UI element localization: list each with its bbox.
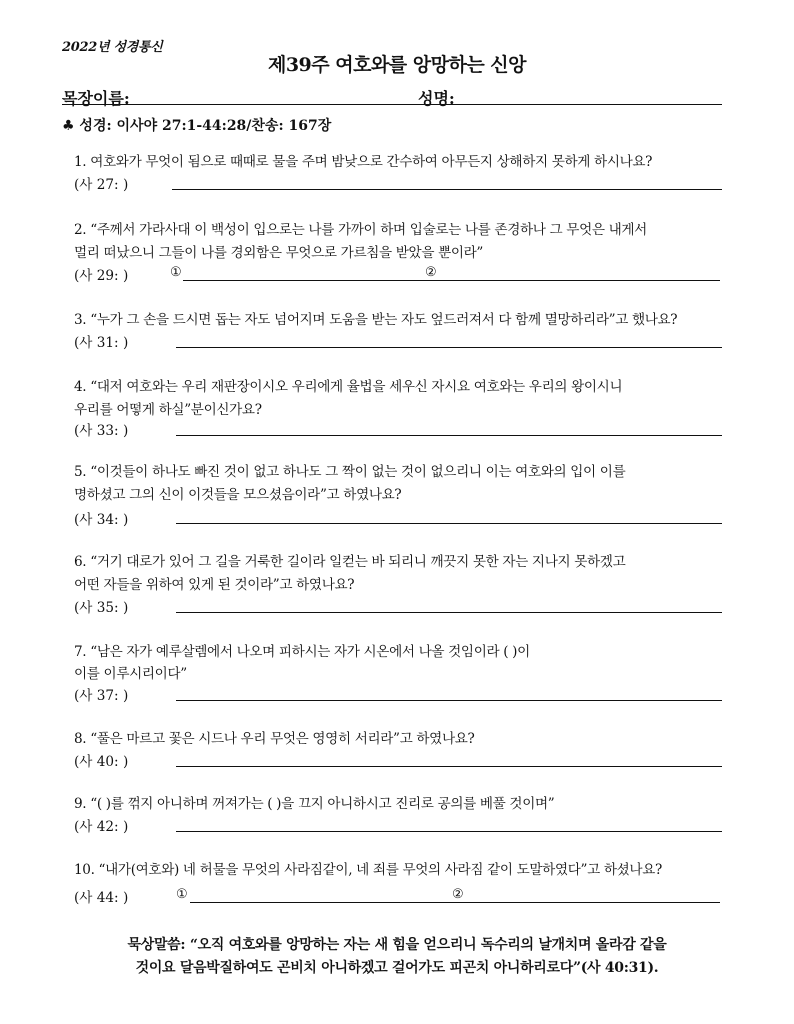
answer-line-10[interactable] — [190, 902, 720, 903]
question-2-line-1: 2. “주께서 가라사대 이 백성이 입으로는 나를 가까이 하며 입술로는 나를 존경하나 그 무엇은 내게서 — [74, 222, 647, 238]
answer-line-6[interactable] — [176, 612, 722, 613]
question-5-line-1: 5. “이것들이 하나도 빠진 것이 없고 하나도 그 짝이 없는 것이 없으리니 이는 여호와의 입이 이를 — [74, 464, 626, 480]
meditation-verse-line-2: 것이요 달음박질하여도 곤비치 아니하겠고 걸어가도 피곤치 아니하리로다”(사 40:31). — [135, 960, 659, 976]
question-3-ref: (사 31: ) — [74, 335, 129, 351]
question-5-ref: (사 34: ) — [74, 512, 129, 528]
question-7-ref: (사 37: ) — [74, 688, 129, 704]
answer-line-7[interactable] — [176, 700, 722, 701]
question-8-ref: (사 40: ) — [74, 754, 129, 770]
meditation-verse-line-1: 묵상말씀: “오직 여호와를 앙망하는 자는 새 힘을 얻으리니 독수리의 날개치며 올라감 같을 — [127, 937, 667, 953]
question-2-ref: (사 29: ) — [74, 268, 129, 284]
question-7-line-2: 이를 이루시리이다” — [74, 666, 187, 682]
answer-line-2[interactable] — [183, 280, 720, 281]
question-10-ref: (사 44: ) — [74, 890, 129, 906]
answer-line-8[interactable] — [176, 766, 722, 767]
name-label: 성명: — [418, 89, 455, 108]
header-underline — [62, 104, 722, 105]
question-6-ref: (사 35: ) — [74, 600, 129, 616]
question-6-line-1: 6. “거기 대로가 있어 그 길을 거룩한 길이라 일컫는 바 되리니 깨끗지 못한 자는 지나지 못하겠고 — [74, 554, 626, 570]
answer-line-9[interactable] — [176, 831, 722, 832]
answer-line-1[interactable] — [172, 189, 722, 190]
question-8: 8. “풀은 마르고 꽃은 시드나 우리 무엇은 영영히 서리라”고 하였나요? — [74, 731, 475, 747]
question-1-ref: (사 27: ) — [74, 177, 129, 193]
blank-marker-2: ② — [425, 265, 437, 280]
blank-marker-2: ② — [452, 887, 464, 902]
question-1: 1. 여호와가 무엇이 됨으로 때때로 물을 주며 밤낮으로 간수하여 아무든지 상해하지 못하게 하시나요? — [74, 154, 653, 170]
parish-label: 목장이름: — [62, 89, 130, 108]
question-4-line-1: 4. “대저 여호와는 우리 재판장이시오 우리에게 율법을 세우신 자시요 여호와는 우리의 왕이시니 — [74, 379, 623, 395]
question-10: 10. “내가(여호와) 네 허물을 무엇의 사라짐같이, 네 죄를 무엇의 사라짐 같이 도말하였다”고 하셨나요? — [74, 862, 662, 878]
answer-line-4[interactable] — [176, 435, 722, 436]
question-4-line-2: 우리를 어떻게 하실”분이신가요? — [74, 402, 262, 418]
blank-marker-1: ① — [170, 265, 182, 280]
question-2-line-2: 멀리 떠났으니 그들이 나를 경외함은 무엇으로 가르침을 받았을 뿐이라” — [74, 245, 484, 261]
scripture-line: ♣ 성경: 이사야 27:1-44:28/찬송: 167장 — [62, 118, 332, 134]
question-5-line-2: 명하셨고 그의 신이 이것들을 모으셨음이라”고 하였나요? — [74, 487, 402, 503]
answer-line-5[interactable] — [176, 523, 722, 524]
question-6-line-2: 어떤 자들을 위하여 있게 된 것이라”고 하였나요? — [74, 577, 355, 593]
answer-line-3[interactable] — [176, 347, 722, 348]
question-7-line-1: 7. “남은 자가 예루살렘에서 나오며 피하시는 자가 시온에서 나올 것임이라 ( )이 — [74, 644, 530, 660]
question-4-ref: (사 33: ) — [74, 423, 129, 439]
question-3: 3. “누가 그 손을 드시면 돕는 자도 넘어지며 도움을 받는 자도 엎드러져서 다 함께 멸망하리라”고 했나요? — [74, 312, 678, 328]
year-header: 2022년 성경통신 — [62, 40, 163, 55]
question-9-ref: (사 42: ) — [74, 819, 129, 835]
blank-marker-1: ① — [176, 887, 188, 902]
page-title: 제39주 여호와를 앙망하는 신앙 — [267, 54, 527, 76]
question-9: 9. “( )를 꺾지 아니하며 꺼져가는 ( )을 끄지 아니하시고 진리로 공의를 베풀 것이며” — [74, 796, 555, 812]
